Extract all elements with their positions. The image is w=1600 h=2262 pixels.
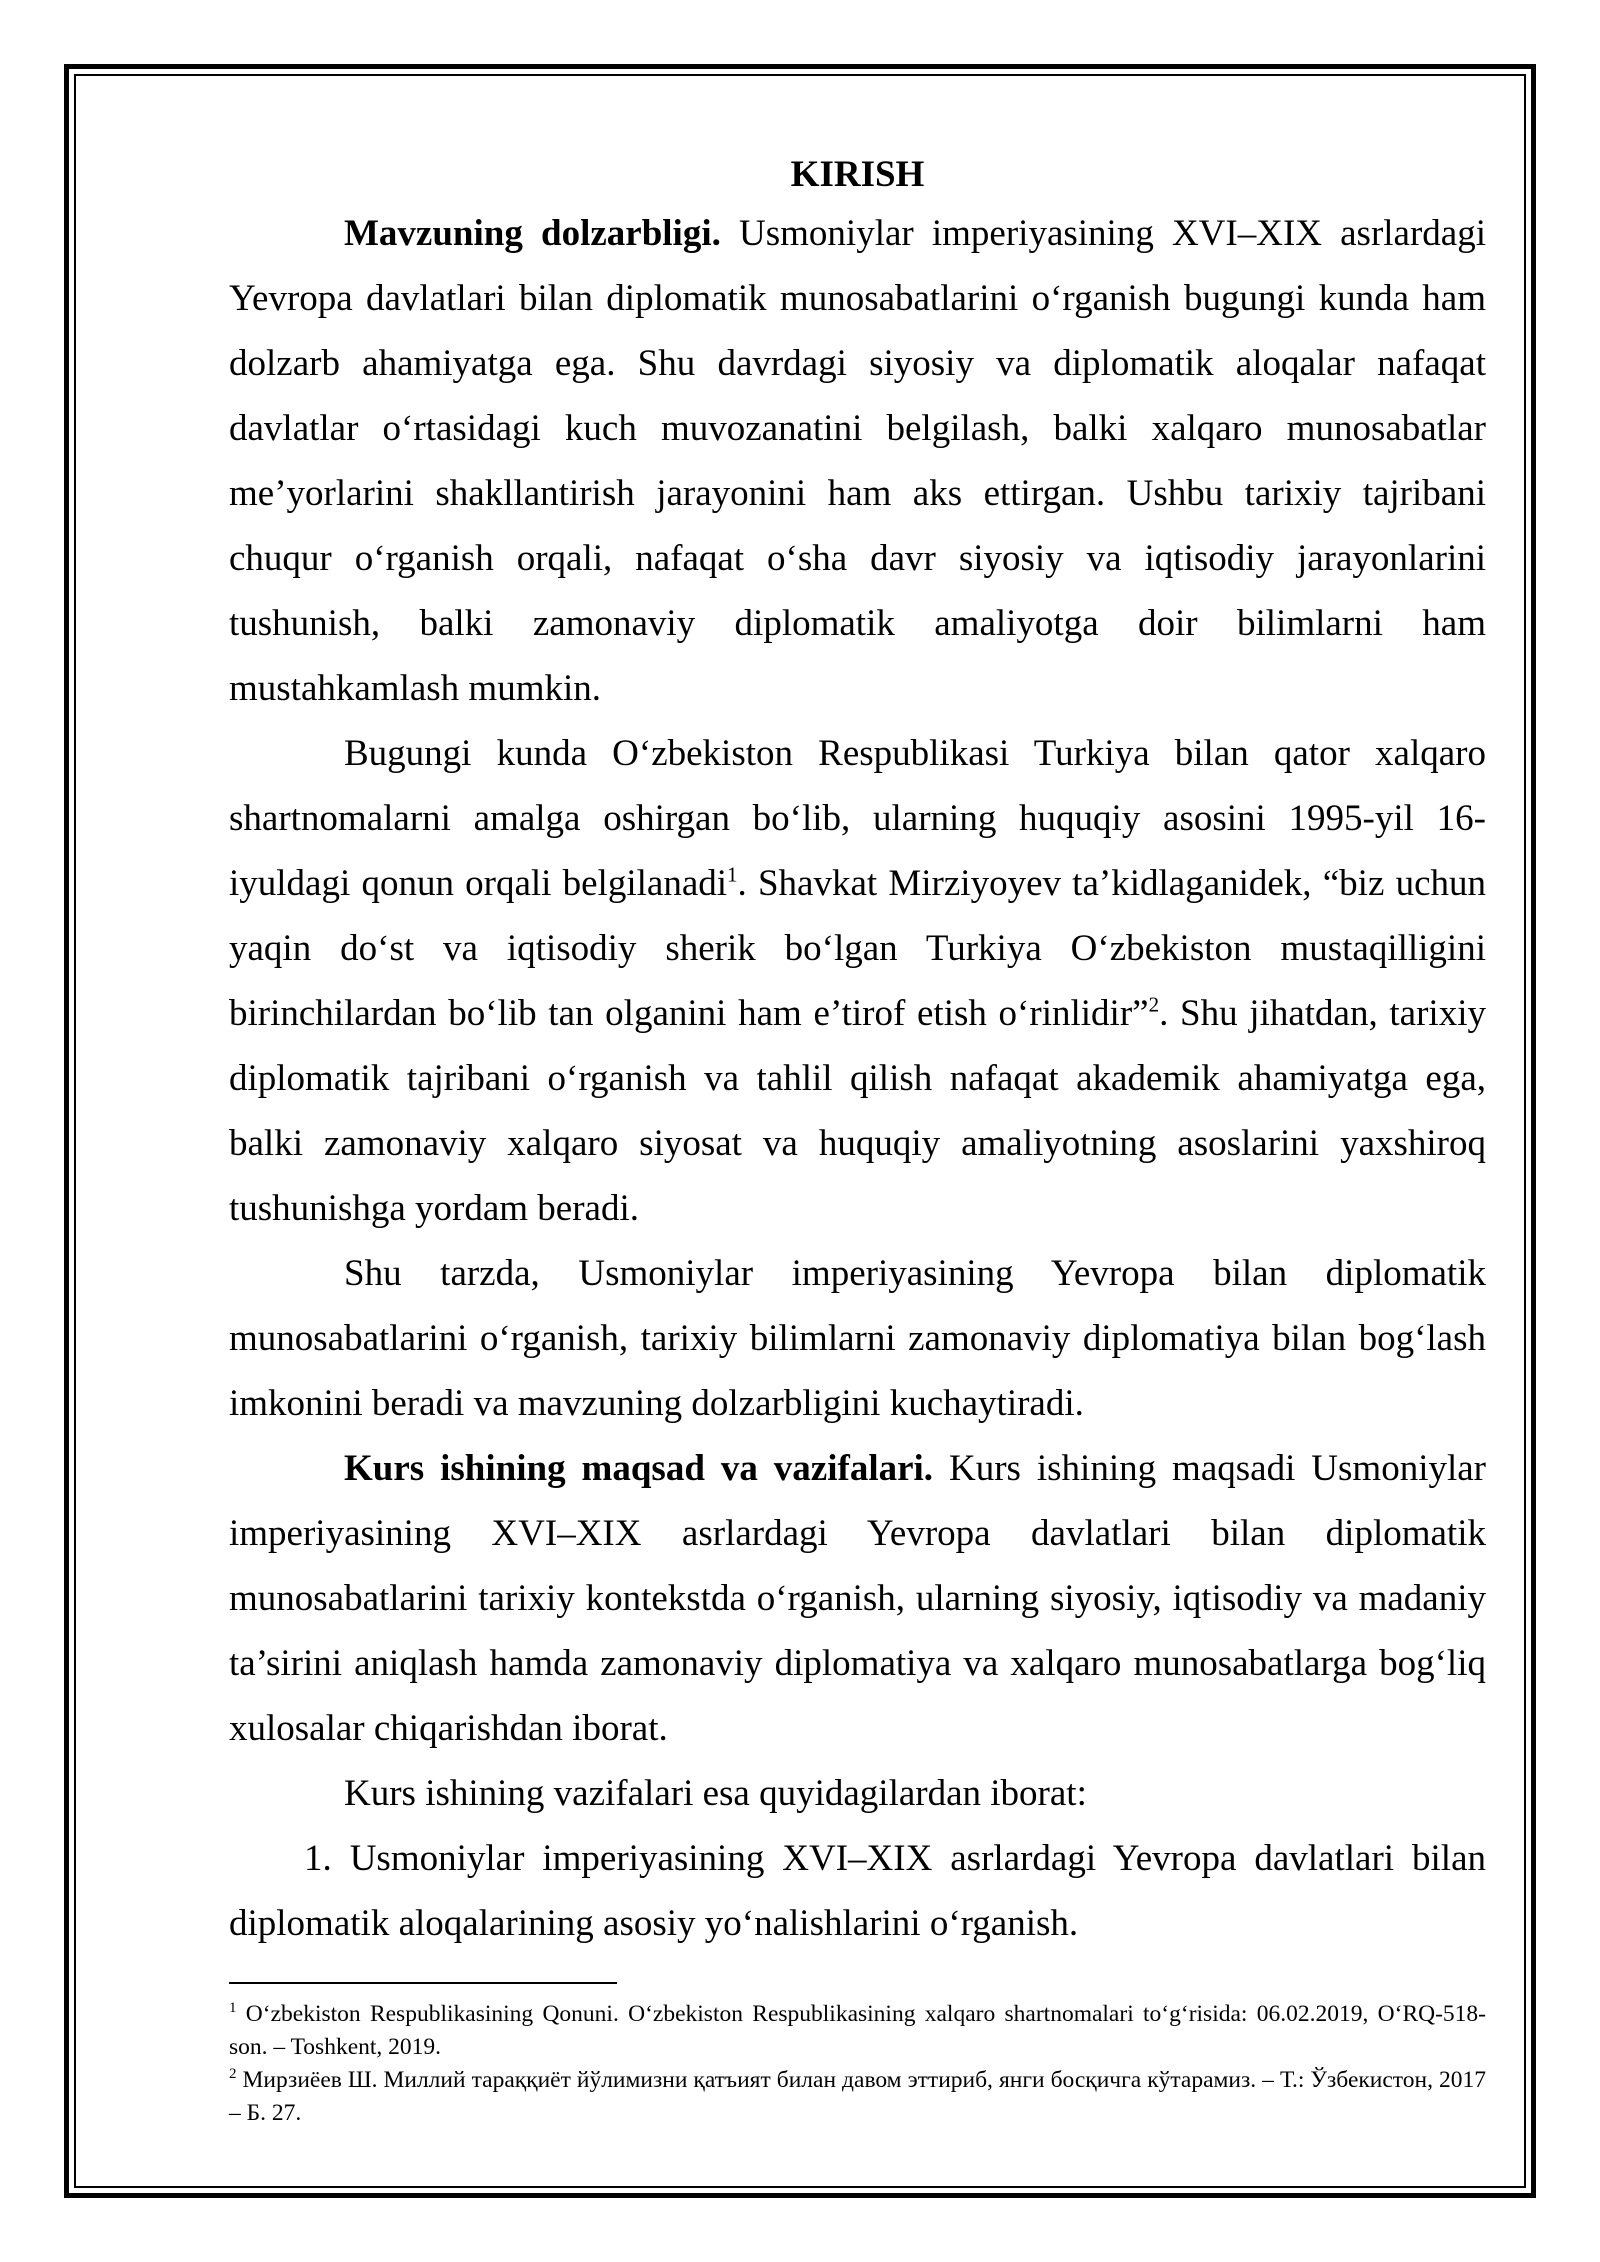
page-title: KIRISH bbox=[790, 154, 925, 195]
footnote-text: O‘zbekiston Respublikasining Qonuni. O‘zbekiston Respublikasining xalqaro shartnomalari to‘g‘risida: 06.02.2019, O‘RQ-518-son. – Toshkent, 2019. bbox=[229, 2001, 1486, 2060]
footnote-separator bbox=[229, 1982, 617, 1984]
paragraph-text: . Shavkat Mirziyoyev ta’kidlaganidek, “biz uchun yaqin do‘st va iqtisodiy sherik bo‘lgan Turkiya O‘zbekiston mustaqilligini birinchilardan bo‘lib tan olganini ham e’tirof etish o‘rinlidir” bbox=[229, 863, 1486, 1034]
footnote-mark: 1 bbox=[229, 2000, 237, 2017]
paragraph-text: Usmoniylar imperiyasining XVI–XIX asrlardagi Yevropa davlatlari bilan diplomatik munosabatlarini o‘rganish bugungi kunda ham dolzarb ahamiyatga ega. Shu davrdagi siyosiy va diplomatik aloqalar nafaqat davlatlar o‘rtasidagi kuch muvozanatini belgilash, balki xalqaro munosabatlar me’yorlarini shakllantirish jarayonini ham aks ettirgan. Ushbu tarixiy tajribani chuqur o‘rganish orqali, nafaqat o‘sha davr siyosiy va iqtisodiy jarayonlarini tushunish, balki zamonaviy diplomatik amaliyotga doir bilimlarni ham mustahkamlash mumkin. bbox=[229, 213, 1486, 709]
list-item-text: Usmoniylar imperiyasining XVI–XIX asrlardagi Yevropa davlatlari bilan diplomatik aloqalarining asosiy yo‘nalishlarini o‘rganish. bbox=[229, 1838, 1486, 1944]
paragraph-tasks-intro bbox=[229, 1761, 1486, 1826]
paragraph-relevance bbox=[229, 201, 1486, 721]
section-lead-goals: Kurs ishining maqsad va vazifalari. bbox=[344, 1448, 934, 1489]
footnote-ref-2[interactable]: 2 bbox=[1148, 992, 1160, 1017]
paragraph-text: . Shu jihatdan, tarixiy diplomatik tajribani o‘rganish va tahlil qilish nafaqat akademik ahamiyatga ega, balki zamonaviy xalqaro siyosat va huquqiy amaliyotning asoslarini yaxshiroq tushunishga yordam beradi. bbox=[229, 993, 1486, 1229]
list-item-number: 1. bbox=[304, 1838, 332, 1879]
paragraph-text: Bugungi kunda O‘zbekiston Respublikasi Turkiya bilan qator xalqaro shartnomalarni amalga oshirgan bo‘lib, ularning huquqiy asosini 1995-yil 16-iyuldagi qonun orqali belgilanadi bbox=[229, 733, 1486, 904]
document-body bbox=[229, 149, 1486, 2130]
list-item bbox=[229, 1826, 1486, 1956]
paragraph-text: Kurs ishining maqsadi Usmoniylar imperiyasining XVI–XIX asrlardagi Yevropa davlatlari bilan diplomatik munosabatlarini tarixiy kontekstda o‘rganish, ularning siyosiy, iqtisodiy va madaniy ta’sirini aniqlash hamda zamonaviy diplomatiya va xalqaro munosabatlarga bog‘liq xulosalar chiqarishdan iborat. bbox=[229, 1448, 1486, 1749]
paragraph-text: Shu tarzda, Usmoniylar imperiyasining Yevropa bilan diplomatik munosabatlarini o‘rganish, tarixiy bilimlarni zamonaviy diplomatiya bilan bog‘lash imkonini beradi va mavzuning dolzarbligini kuchaytiradi. bbox=[229, 1253, 1486, 1424]
footnote-text: Мирзиёев Ш. Миллий тараққиёт йўлимизни қатъият билан давом эттириб, янги босқичга кўтарамиз. – Т.: Ўзбекистон, 2017 – Б. 27. bbox=[229, 2067, 1486, 2126]
paragraph-goals bbox=[229, 1436, 1486, 1761]
paragraph-uzbekistan-turkey bbox=[229, 721, 1486, 1241]
footnote-1 bbox=[229, 1998, 1486, 2064]
footnote-mark: 2 bbox=[229, 2066, 237, 2083]
section-lead-relevance: Mavzuning dolzarbligi. bbox=[344, 213, 721, 254]
footnote-ref-1[interactable]: 1 bbox=[727, 862, 738, 887]
paragraph-text: Kurs ishining vazifalari esa quyidagilardan iborat: bbox=[344, 1773, 1087, 1814]
footnote-2 bbox=[229, 2064, 1486, 2130]
paragraph-conclusion bbox=[229, 1241, 1486, 1436]
